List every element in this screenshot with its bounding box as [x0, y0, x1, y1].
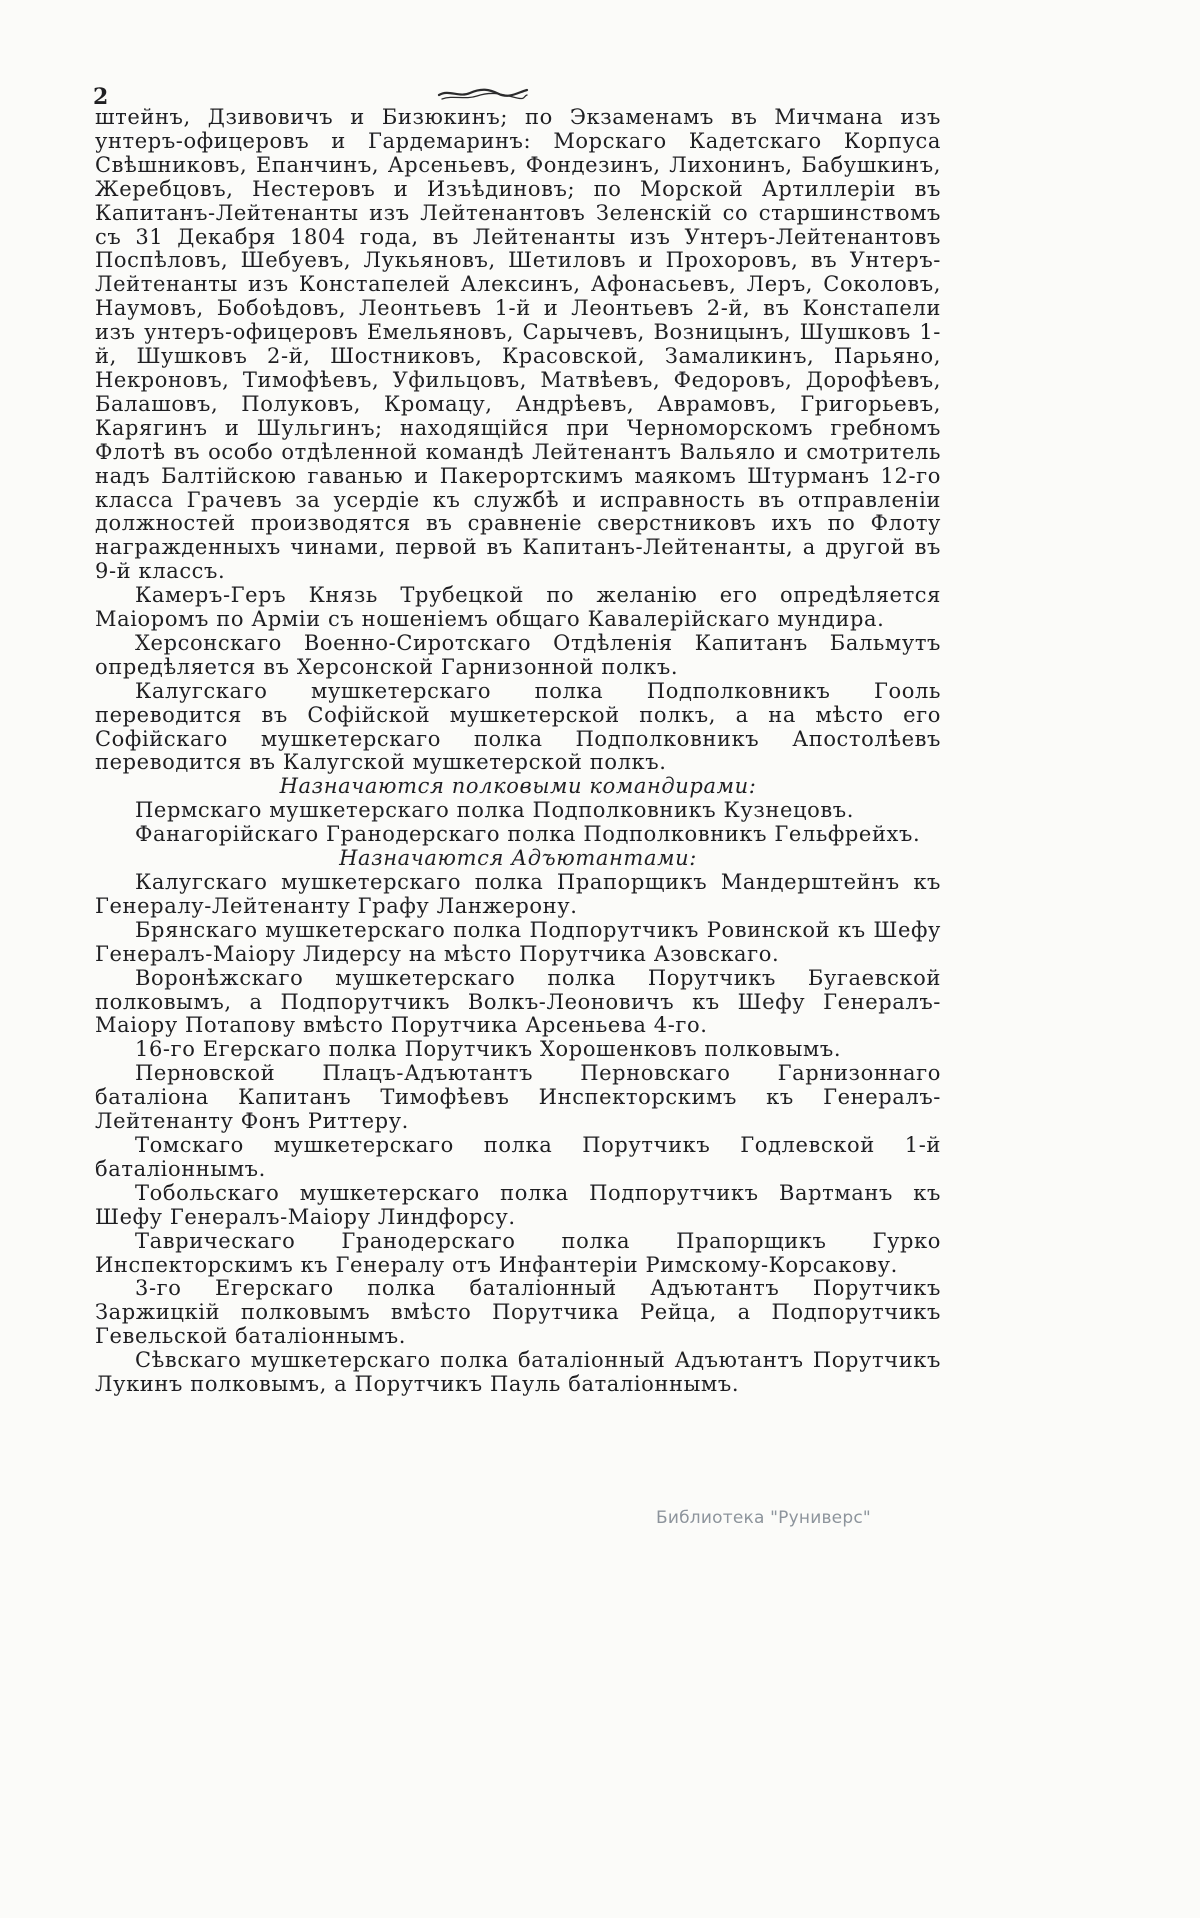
paragraph: Калугскаго мушкетерскаго полка Подполковникъ Гооль переводится въ Софійской мушкетерской полкъ, а на мѣсто его Софійскаго мушкетерскаго полка Подполковникъ Апостолѣевъ переводится въ Калугской мушкетерской полкъ. [95, 678, 941, 775]
paragraph: 3-го Егерскаго полка баталіонный Адъютантъ Порутчикъ Заржицкій полковымъ вмѣсто Порутчика Рейца, а Подпорутчикъ Гевельской баталіоннымъ. [95, 1276, 941, 1349]
page-number: 2 [93, 84, 110, 110]
paragraph: Камеръ-Геръ Князь Трубецкой по желанію его опредѣляется Маіоромъ по Арміи съ ношеніемъ общаго Кавалерійскаго мундира. [95, 583, 941, 632]
text-block [95, 106, 941, 1397]
paragraph: 16-го Егерскаго полка Порутчикъ Хорошенковъ полковымъ. [135, 1037, 842, 1062]
paragraph: Воронѣжскаго мушкетерскаго полка Порутчикъ Бугаевской полковымъ, а Подпорутчикъ Волкъ-Леоновичъ къ Шефу Генералъ-Маіору Потапову вмѣсто Порутчика Арсеньева 4-го. [95, 965, 941, 1038]
section-heading: Назначаются Адъютантами: [339, 846, 697, 871]
section-heading: Назначаются полковыми командирами: [279, 774, 757, 799]
paragraph: Тобольскаго мушкетерскаго полка Подпорутчикъ Вартманъ къ Шефу Генералъ-Маіору Линдфорсу. [95, 1180, 941, 1229]
library-watermark: Библиотека "Руниверс" [656, 1508, 871, 1528]
paragraph: Фанагорійскаго Гранодерскаго полка Подполковникъ Гельфрейхъ. [135, 822, 921, 847]
paragraph: Калугскаго мушкетерскаго полка Прапорщикъ Мандерштейнъ къ Генералу-Лейтенанту Графу Ланжерону. [95, 870, 941, 918]
paragraph: Томскаго мушкетерскаго полка Порутчикъ Годлевской 1-й баталіоннымъ. [95, 1132, 941, 1181]
paragraph: Пермскаго мушкетерскаго полка Подполковникъ Кузнецовъ. [135, 798, 855, 823]
paragraph: Сѣвскаго мушкетерскаго полка баталіонный Адъютантъ Порутчикъ Лукинъ полковымъ, а Порутчикъ Пауль баталіоннымъ. [95, 1348, 941, 1397]
paragraph: Перновской Плацъ-Адъютантъ Перновскаго Гарнизоннаго баталіона Капитанъ Тимофѣевъ Инспекторскимъ къ Генералъ-Лейтенанту Фонъ Риттеру. [95, 1061, 941, 1134]
divider-squiggle-icon [437, 86, 529, 102]
paragraph: Брянскаго мушкетерскаго полка Подпорутчикъ Ровинской къ Шефу Генералъ-Маіору Лидерсу на мѣсто Порутчика Азовскаго. [95, 917, 941, 966]
paragraph: Херсонскаго Военно-Сиротскаго Отдѣленія Капитанъ Бальмутъ опредѣляется въ Херсонской Гарнизонной полкъ. [95, 630, 941, 679]
paragraph: штейнъ, Дзивовичъ и Бизюкинъ; по Экзаменамъ въ Мичмана изъ унтеръ-офицеровъ и Гардемаринъ: Морскаго Кадетскаго Корпуса Свѣшниковъ, Епанчинъ, Арсеньевъ, Фондезинъ, Лихонинъ, Бабушкинъ, Жеребцовъ, Нестеровъ и Изъѣдиновъ; по Морской Артиллеріи въ Капитанъ-Лейтенанты изъ Лейтенантовъ Зеленскій со старшинствомъ съ 31 Декабря 1804 года, въ Лейтенанты изъ Унтеръ-Лейтенантовъ Поспѣловъ, Шебуевъ, Лукьяновъ, Шетиловъ и Прохоровъ, въ Унтеръ-Лейтенанты изъ Констапелей Алексинъ, Афонасьевъ, Леръ, Соколовъ, Наумовъ, Бобоѣдовъ, Леонтьевъ 1-й и Леонтьевъ 2-й, въ Констапели изъ унтеръ-офицеровъ Емельяновъ, Сарычевъ, Возницынъ, Шушковъ 1-й, Шушковъ 2-й, Шостниковъ, Красовской, Замаликинъ, Парьяно, Некроновъ, Тимофѣевъ, Уфильцовъ, Матвѣевъ, Федоровъ, Дорофѣевъ, Балашовъ, Полуковъ, Кромацу, Андрѣевъ, Аврамовъ, Григорьевъ, Карягинъ и Шульгинъ; находящійся при Черноморскомъ гребномъ Флотѣ въ особо отдѣленной командѣ Лейтенантъ Вальяло и смотритель надъ Балтійскою гаванью и Пакерортскимъ маякомъ Штурманъ 12-го класса Грачевъ за усердіе къ службѣ и исправность въ отправленіи должностей производятся въ сравненіе сверстниковъ ихъ по Флоту награжденныхъ чинами, первой въ Капитанъ-Лейтенанты, а другой въ 9-й классъ. [95, 105, 941, 584]
paragraph: Таврическаго Гранодерскаго полка Прапорщикъ Гурко Инспекторскимъ къ Генералу отъ Инфантеріи Римскому-Корсакову. [95, 1228, 941, 1277]
